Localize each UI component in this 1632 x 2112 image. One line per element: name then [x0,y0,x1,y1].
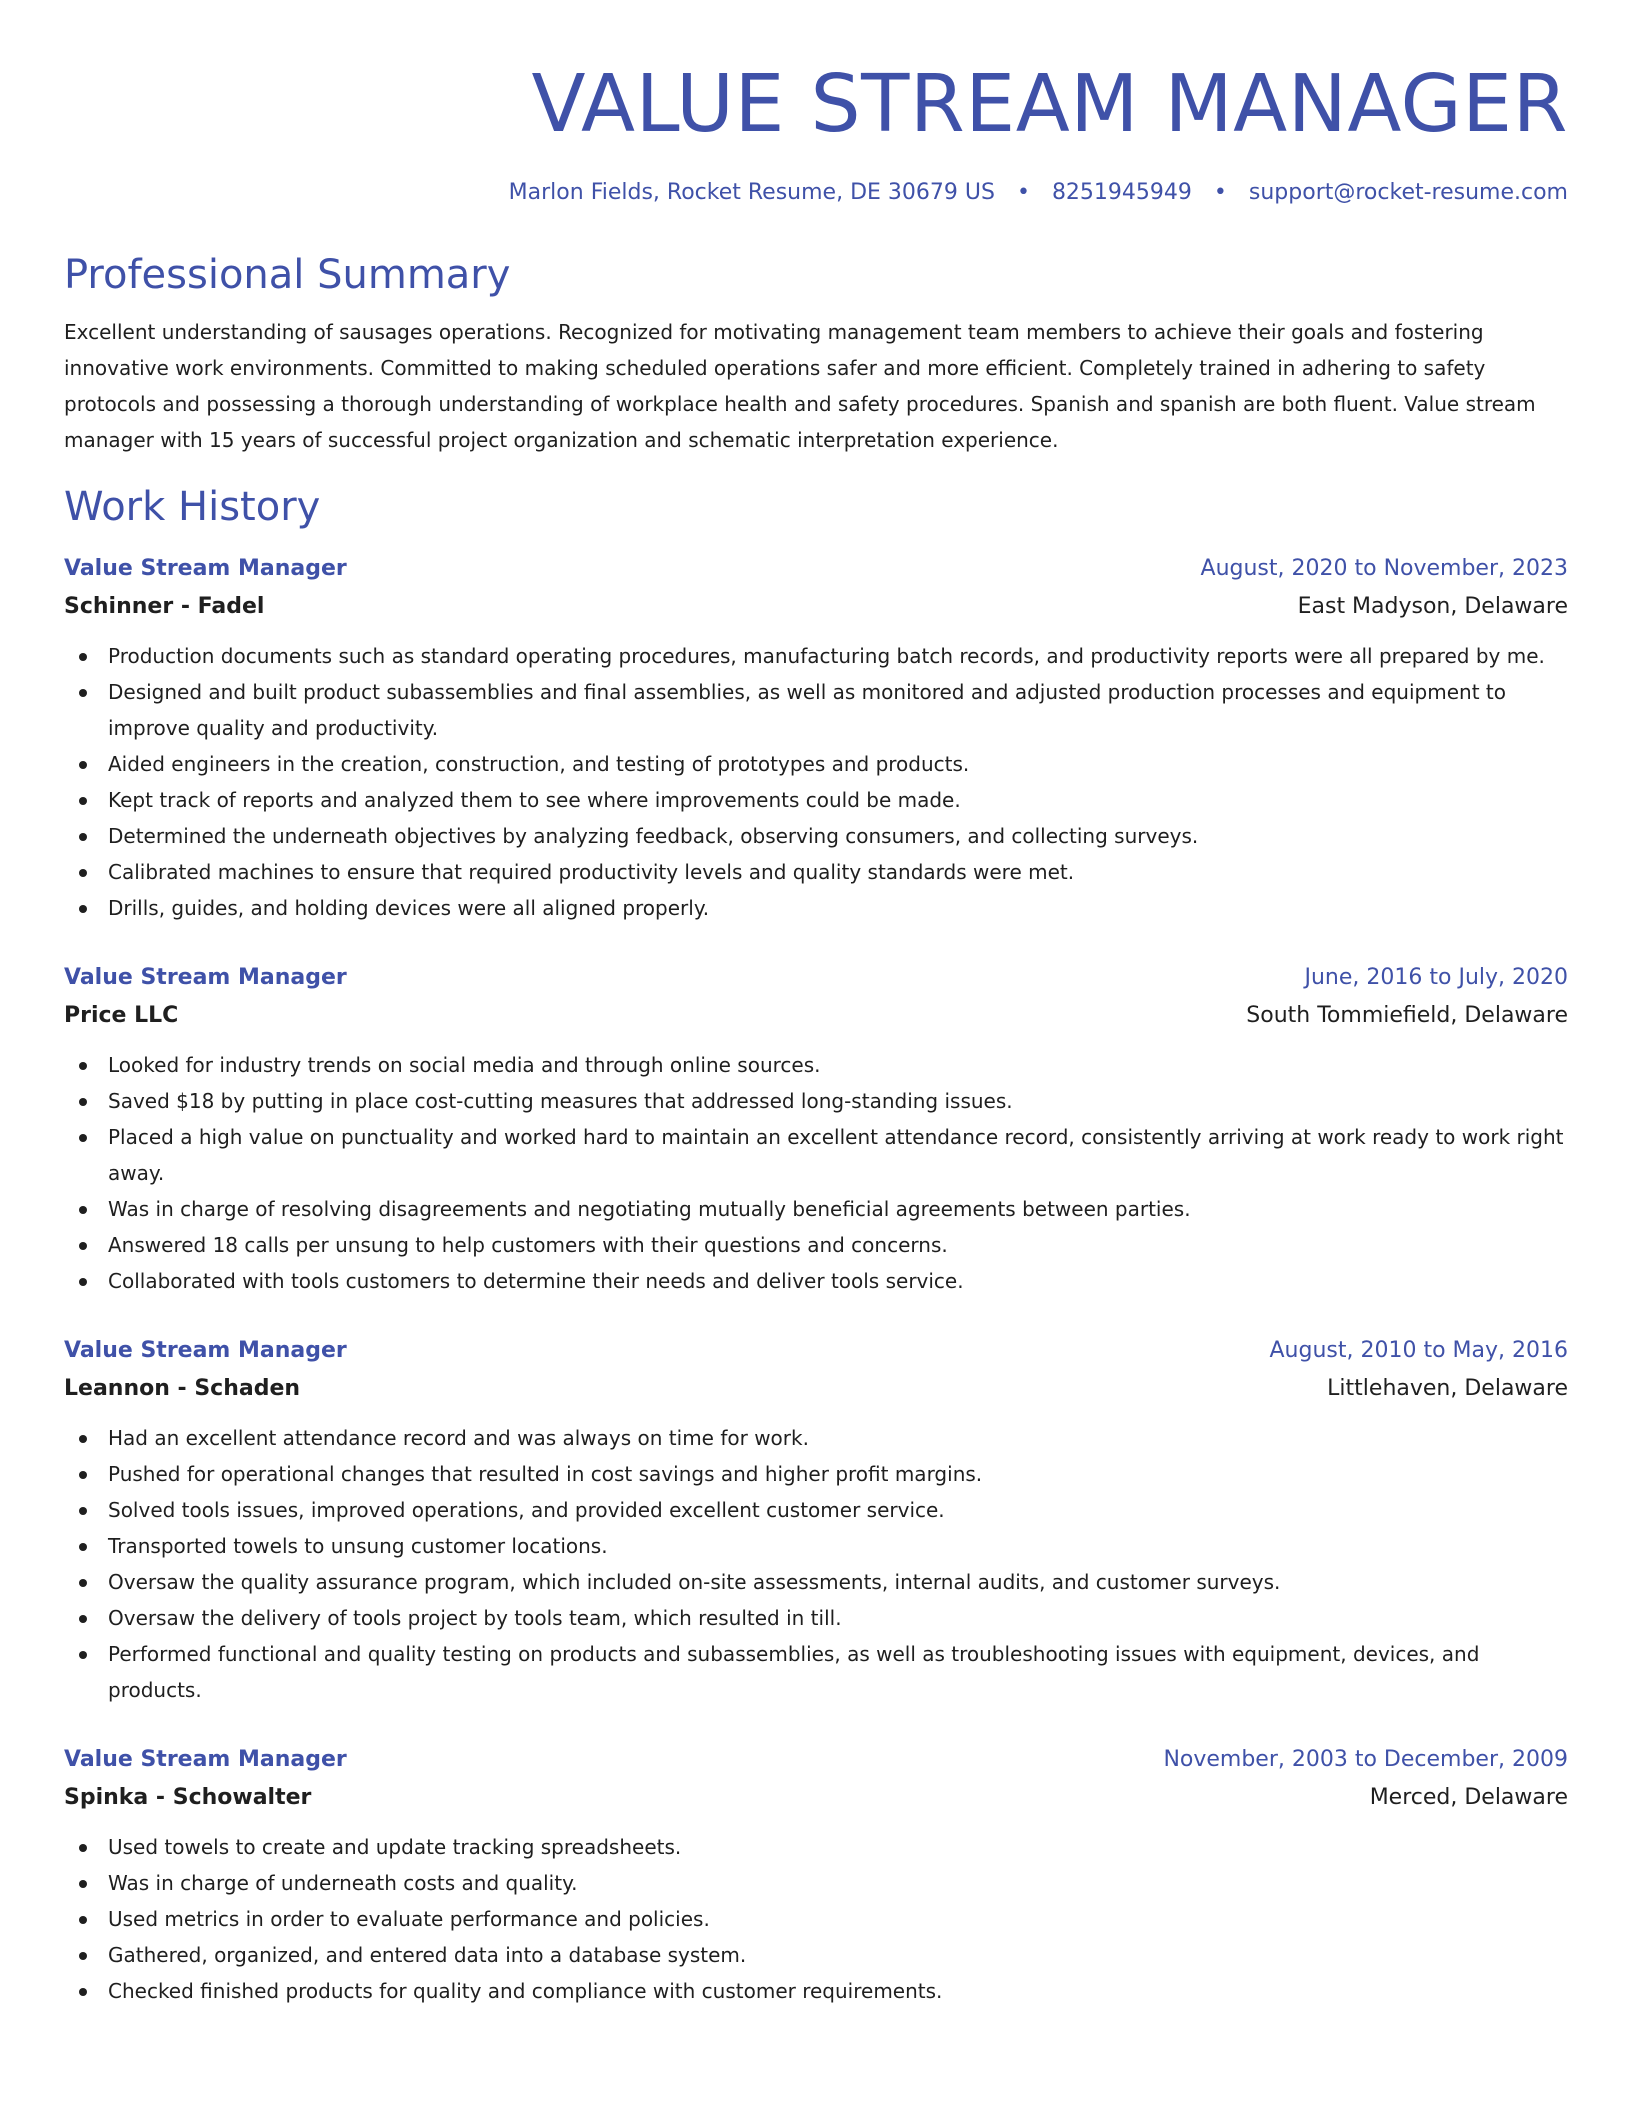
job-bullets [64,1047,1568,1299]
bullet-item [64,1528,1568,1564]
job-dates: November, 2003 to December, 2009 [1163,1747,1568,1772]
bullet-dot-icon [79,833,87,841]
job-entry [64,550,1568,926]
bullet-item [64,782,1568,818]
bullet-item [64,1865,1568,1901]
bullet-dot-icon [79,761,87,769]
bullet-item [64,1973,1568,2009]
summary-heading: Professional Summary [64,252,511,298]
bullet-item [64,1456,1568,1492]
bullet-dot-icon [79,1651,87,1659]
bullet-dot-icon [79,1880,87,1888]
job-company: Spinka - Schowalter [64,1785,312,1810]
contact-address: Marlon Fields, Rocket Resume, DE 30679 US [508,180,995,205]
job-title: Value Stream Manager [64,1747,347,1772]
job-company: Leannon - Schaden [64,1376,301,1401]
job-entry [64,1741,1568,2009]
bullet-dot-icon [79,1543,87,1551]
bullet-item [64,1600,1568,1636]
bullet-text: Kept track of reports and analyzed them to see where improvements could be made. [108,788,961,812]
contact-separator: • [1213,180,1227,205]
bullet-dot-icon [79,1134,87,1142]
bullet-item [64,1901,1568,1937]
bullet-item [64,1492,1568,1528]
bullet-text: Production documents such as standard operating procedures, manufacturing batch records, and productivity reports were all prepared by me. [108,644,1545,668]
bullet-text: Looked for industry trends on social media and through online sources. [108,1053,821,1077]
job-entry [64,1332,1568,1708]
contact-line [64,178,1568,208]
job-title: Value Stream Manager [64,556,347,581]
job-location: Littlehaven, Delaware [1327,1376,1568,1401]
bullet-text: Used towels to create and update tracking spreadsheets. [108,1835,682,1859]
job-bullets [64,1829,1568,2009]
bullet-text: Placed a high value on punctuality and worked hard to maintain an excellent attendance record, consistently arriving at work ready to work right away. [108,1125,1564,1185]
bullet-dot-icon [79,797,87,805]
bullet-dot-icon [79,1098,87,1106]
bullet-text: Solved tools issues, improved operations, and provided excellent customer service. [108,1498,945,1522]
bullet-dot-icon [79,1471,87,1479]
bullet-dot-icon [79,1507,87,1515]
bullet-dot-icon [79,905,87,913]
bullet-text: Transported towels to unsung customer locations. [108,1534,608,1558]
bullet-dot-icon [79,1579,87,1587]
job-dates: June, 2016 to July, 2020 [1304,965,1568,990]
bullet-dot-icon [79,1844,87,1852]
bullet-item [64,674,1568,746]
bullet-text: Oversaw the delivery of tools project by tools team, which resulted in till. [108,1606,842,1630]
bullet-item [64,818,1568,854]
bullet-dot-icon [79,1916,87,1924]
job-title: Value Stream Manager [64,1338,347,1363]
job-entry [64,959,1568,1299]
job-title: Value Stream Manager [64,965,347,990]
bullet-text: Gathered, organized, and entered data into a database system. [108,1943,747,1967]
bullet-text: Determined the underneath objectives by analyzing feedback, observing consumers, and collecting surveys. [108,824,1199,848]
resume-page [64,0,1568,2009]
bullet-item [64,1937,1568,1973]
job-location: South Tommiefield, Delaware [1246,1003,1568,1028]
bullet-dot-icon [79,1988,87,1996]
job-bullets [64,1420,1568,1708]
bullet-item [64,1083,1568,1119]
job-location: East Madyson, Delaware [1297,594,1568,619]
bullet-dot-icon [79,653,87,661]
bullet-text: Was in charge of underneath costs and quality. [108,1871,578,1895]
job-dates: August, 2020 to November, 2023 [1200,556,1568,581]
bullet-dot-icon [79,869,87,877]
bullet-dot-icon [79,1435,87,1443]
bullet-item [64,638,1568,674]
bullet-text: Collaborated with tools customers to determine their needs and deliver tools service. [108,1269,964,1293]
bullet-dot-icon [79,1278,87,1286]
contact-phone: 8251945949 [1051,180,1192,205]
bullet-item [64,1263,1568,1299]
bullet-dot-icon [79,1062,87,1070]
bullet-dot-icon [79,1615,87,1623]
job-location: Merced, Delaware [1369,1785,1568,1810]
bullet-text: Calibrated machines to ensure that required productivity levels and quality standards were met. [108,860,1075,884]
bullet-text: Aided engineers in the creation, construction, and testing of prototypes and products. [108,752,970,776]
bullet-item [64,1119,1568,1191]
bullet-dot-icon [79,1206,87,1214]
bullet-item [64,1636,1568,1708]
bullet-item [64,1047,1568,1083]
job-dates: August, 2010 to May, 2016 [1269,1338,1568,1363]
bullet-text: Performed functional and quality testing on products and subassemblies, as well as troubleshooting issues with equipment, devices, and products. [108,1642,1480,1702]
job-bullets [64,638,1568,926]
bullet-item [64,1420,1568,1456]
bullet-text: Answered 18 calls per unsung to help customers with their questions and concerns. [108,1233,948,1257]
bullet-item [64,854,1568,890]
bullet-item [64,746,1568,782]
bullet-text: Checked finished products for quality and compliance with customer requirements. [108,1979,943,2003]
job-company: Schinner - Fadel [64,594,265,619]
bullet-item [64,1564,1568,1600]
summary-text: Excellent understanding of sausages operations. Recognized for motivating management team members to achieve their goals and fostering innovative work environments. Committed to making scheduled operations safer and more efficient. Completely trained in adhering to safety protocols and possessing a thorough understanding of workplace health and safety procedures. Spanish and spanish are both fluent. Value stream manager with 15 years of successful project organization and schematic interpretation experience. [64,320,1536,452]
bullet-text: Was in charge of resolving disagreements and negotiating mutually beneficial agreements between parties. [108,1197,1191,1221]
job-company: Price LLC [64,1003,179,1028]
bullet-item [64,890,1568,926]
bullet-text: Pushed for operational changes that resulted in cost savings and higher profit margins. [108,1462,983,1486]
bullet-item [64,1227,1568,1263]
bullet-text: Saved $18 by putting in place cost-cutting measures that addressed long-standing issues. [108,1089,1013,1113]
work-history-heading: Work History [64,484,321,530]
bullet-text: Oversaw the quality assurance program, which included on-site assessments, internal audits, and customer surveys. [108,1570,1281,1594]
bullet-dot-icon [79,689,87,697]
contact-email: support@rocket-resume.com [1248,180,1568,205]
bullet-text: Designed and built product subassemblies and final assemblies, as well as monitored and adjusted production processes and equipment to improve quality and productivity. [108,680,1506,740]
bullet-item [64,1829,1568,1865]
resume-title: VALUE STREAM MANAGER [531,58,1568,150]
work-history-list [64,550,1568,2009]
bullet-dot-icon [79,1242,87,1250]
bullet-text: Had an excellent attendance record and was always on time for work. [108,1426,809,1450]
bullet-dot-icon [79,1952,87,1960]
contact-separator: • [1016,180,1030,205]
bullet-text: Used metrics in order to evaluate performance and policies. [108,1907,710,1931]
bullet-text: Drills, guides, and holding devices were all aligned properly. [108,896,710,920]
bullet-item [64,1191,1568,1227]
